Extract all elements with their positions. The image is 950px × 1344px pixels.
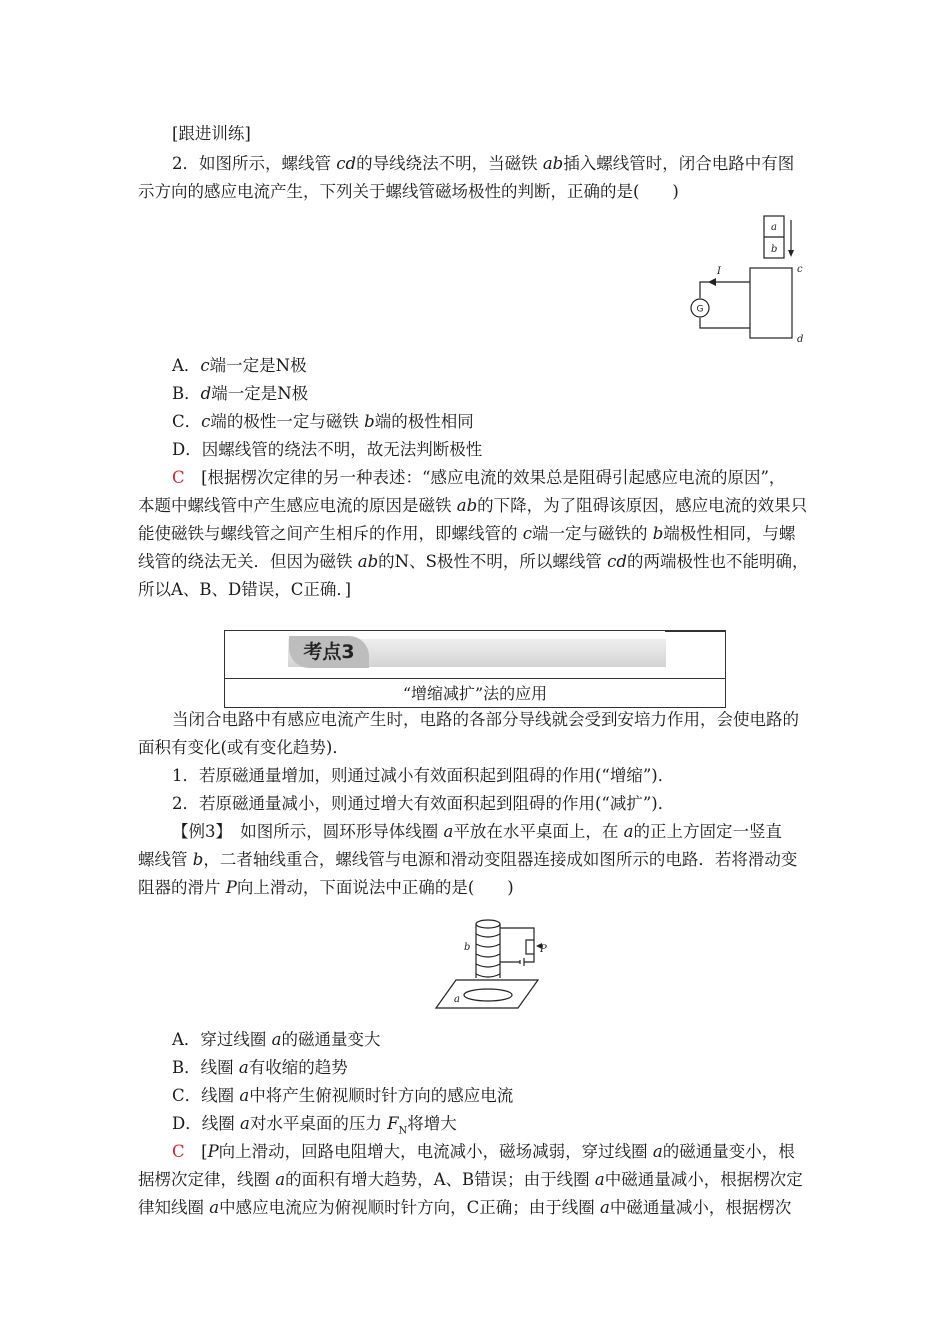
section-title: “增缩减扩”法的应用: [402, 684, 548, 703]
rule-2: 2．若原磁通量减小，则通过增大有效面积起到阻碍的作用(“减扩”)．: [172, 794, 675, 813]
fig1-label-b: b: [771, 244, 778, 255]
example-3-line-1: 【例3】 如图所示，圆环形导体线圈 a平放在水平桌面上，在 a的正上方固定一竖直: [172, 822, 782, 841]
down-arrow-icon: [788, 250, 794, 257]
fig1-label-c: c: [797, 264, 803, 275]
figure-solenoid-coil: [430, 912, 550, 1012]
example-3-line-3: 阻器的滑片 P向上滑动，下面说法中正确的是( ): [138, 878, 514, 897]
answer-3-line-1: C [P向上滑动，回路电阻增大，电流减小，磁场减弱，穿过线圈 a的磁通量变小，根: [172, 1142, 795, 1161]
rule-1: 1．若原磁通量增加，则通过减小有效面积起到阻碍的作用(“增缩”)．: [172, 766, 675, 785]
option-2D: D．因螺线管的绕法不明，故无法判断极性: [172, 440, 483, 459]
option-2C: C．c端的极性一定与磁铁 b端的极性相同: [172, 412, 474, 431]
answer-3-letter: C: [172, 1142, 185, 1161]
figure-magnet-solenoid: [680, 212, 820, 348]
question-2-line-1: 2．如图所示，螺线管 cd的导线绕法不明，当磁铁 ab插入螺线管时，闭合电路中有图: [172, 154, 795, 173]
table-surface: [436, 980, 538, 1008]
fig2-label-a: a: [454, 994, 460, 1005]
paragraph-line-2: 面积有变化(或有变化趋势)．: [138, 738, 349, 757]
fig2-label-P: P: [540, 944, 547, 955]
section-heading: [跟进训练]: [172, 124, 251, 143]
answer-2-line-1: C [根据楞次定律的另一种表述：“感应电流的效果总是阻碍引起感应电流的原因”，: [172, 468, 786, 487]
answer-2-line-3: 能使磁铁与螺线管之间产生相斥的作用，即螺线管的 c端一定与磁铁的 b端极性相同，与螺: [138, 524, 796, 543]
answer-2-line-5: 所以A、B、D错误，C正确．]: [138, 580, 352, 599]
fig2-label-b: b: [464, 942, 471, 953]
section-badge: 考点3: [289, 636, 369, 668]
example-3-line-2: 螺线管 b，二者轴线重合，螺线管与电源和滑动变阻器连接成如图所示的电路．若将滑动变: [138, 850, 798, 869]
option-2B: B．d端一定是N极: [172, 384, 309, 403]
answer-2-letter: C: [172, 468, 185, 487]
solenoid-cd: [750, 268, 792, 338]
fig1-label-a: a: [771, 222, 777, 233]
option-3C: C．线圈 a中将产生俯视顺时针方向的感应电流: [172, 1086, 514, 1105]
question-2-line-2: 示方向的感应电流产生，下列关于螺线管磁场极性的判断，正确的是( ): [138, 182, 679, 201]
current-arrow-icon: [708, 278, 716, 286]
fig1-label-I: I: [717, 266, 721, 277]
paragraph-line-1: 当闭合电路中有感应电流产生时，电路的各部分导线就会受到安培力作用，会使电路的: [172, 710, 799, 729]
fig1-label-d: d: [797, 334, 804, 345]
option-3A: A．穿过线圈 a的磁通量变大: [172, 1030, 381, 1049]
option-2A: A．c端一定是N极: [172, 356, 307, 375]
fig1-label-G: G: [696, 304, 704, 315]
answer-3-line-3: 律知线圈 a中感应电流应为俯视顺时针方向，C正确；由于线圈 a中磁通量减小，根据楞次: [138, 1198, 792, 1217]
section-box: [224, 630, 726, 708]
answer-2-line-4: 线管的绕法无关．但因为磁铁 ab的N、S极性不明，所以螺线管 cd的两端极性也不能明确，: [138, 552, 809, 571]
option-3B: B．线圈 a有收缩的趋势: [172, 1058, 348, 1077]
option-3D: D．线圈 a对水平桌面的压力 $F_N$将增大: [172, 1114, 457, 1137]
answer-3-line-2: 据楞次定律，线圈 a的面积有增大趋势，A、B错误；由于线圈 a中磁通量减小，根据楞次定: [138, 1170, 803, 1189]
coil-a: [464, 989, 512, 1001]
rheostat: [526, 940, 534, 954]
answer-2-line-2: 本题中螺线管中产生感应电流的原因是磁铁 ab的下降，为了阻碍该原因，感应电流的效果只: [138, 496, 808, 515]
